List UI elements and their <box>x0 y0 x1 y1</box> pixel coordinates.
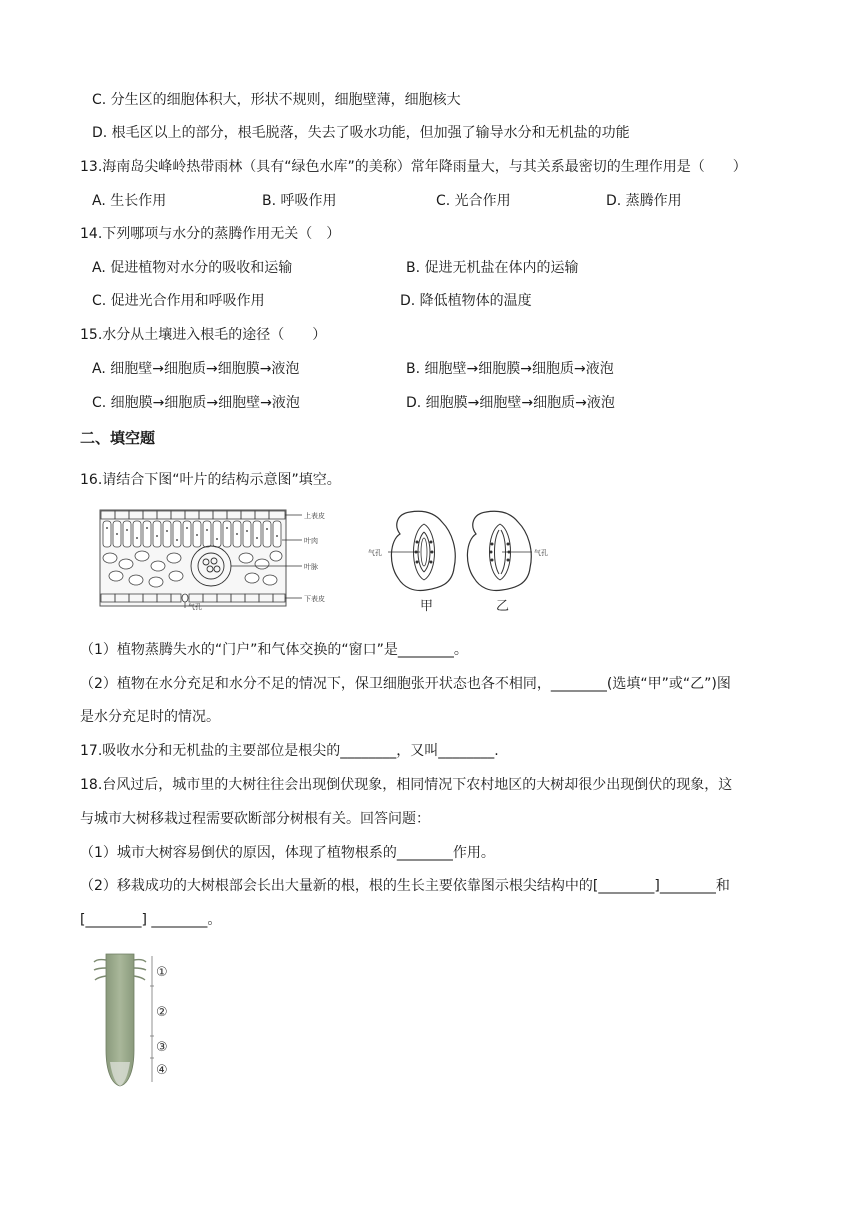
q18-part2-line1: （2）移栽成功的大树根部会长出大量新的根，根的生长主要依靠图示根尖结构中的[________]________和 <box>80 878 730 894</box>
root-marker-2: ② <box>156 1005 168 1020</box>
q15-stem: 15.水分从土壤进入根毛的途径（ ） <box>80 327 327 343</box>
q13-option-a: A. 生长作用 <box>92 193 167 209</box>
q12-option-c: C. 分生区的细胞体积大，形状不规则，细胞壁薄，细胞核大 <box>92 92 461 108</box>
q15-option-c: C. 细胞膜→细胞质→细胞壁→液泡 <box>92 395 300 411</box>
q15-option-a: A. 细胞壁→细胞质→细胞膜→液泡 <box>92 361 300 377</box>
stoma-label-right: 气孔 <box>534 549 548 557</box>
q16-part2-line1: （2）植物在水分充足和水分不足的情况下，保卫细胞张开状态也各不相同，________(选填“甲”或“乙”)图 <box>80 676 731 692</box>
stomata-figure <box>366 506 562 616</box>
q13-option-d: D. 蒸腾作用 <box>606 193 682 209</box>
q12-option-d: D. 根毛区以上的部分，根毛脱落，失去了吸水功能，但加强了输导水分和无机盐的功能 <box>92 125 630 141</box>
q14-option-d: D. 降低植物体的温度 <box>400 293 532 309</box>
q16-stem: 16.请结合下图“叶片的结构示意图”填空。 <box>80 472 341 488</box>
q15-option-b: B. 细胞壁→细胞膜→细胞质→液泡 <box>406 361 614 377</box>
label-lower-epidermis: 下表皮 <box>304 595 325 603</box>
label-stoma: 气孔 <box>188 603 202 610</box>
leaf-structure-figure <box>96 506 356 610</box>
q15-option-d: D. 细胞膜→细胞壁→细胞质→液泡 <box>406 395 615 411</box>
q13-option-c: C. 光合作用 <box>436 193 511 209</box>
q16-part1: （1）植物蒸腾失水的“门户”和气体交换的“窗口”是________。 <box>80 642 468 658</box>
q14-option-c: C. 促进光合作用和呼吸作用 <box>92 293 265 309</box>
caption-jia: 甲 <box>420 599 434 614</box>
q14-stem: 14.下列哪项与水分的蒸腾作用无关（ ） <box>80 226 341 242</box>
q14-option-a: A. 促进植物对水分的吸收和运输 <box>92 260 293 276</box>
q18-part1: （1）城市大树容易倒伏的原因，体现了植物根系的________作用。 <box>80 845 495 861</box>
label-vein: 叶脉 <box>304 563 318 571</box>
q13-option-b: B. 呼吸作用 <box>262 193 337 209</box>
q18-part2-line2: [________] ________。 <box>80 912 222 928</box>
q13-stem: 13.海南岛尖峰岭热带雨林（具有“绿色水库”的美称）常年降雨量大，与其关系最密切的生理作用是（ ） <box>80 159 747 175</box>
q14-option-b: B. 促进无机盐在体内的运输 <box>406 260 579 276</box>
q16-part2-line2: 是水分充足时的情况。 <box>80 709 220 725</box>
root-marker-4: ④ <box>156 1063 168 1078</box>
label-mesophyll: 叶肉 <box>304 537 318 545</box>
root-tip-figure <box>90 950 190 1090</box>
label-upper-epidermis: 上表皮 <box>304 512 325 520</box>
root-marker-3: ③ <box>156 1040 168 1055</box>
root-marker-1: ① <box>156 965 168 980</box>
caption-yi: 乙 <box>496 599 510 614</box>
q18-stem-line1: 18.台风过后，城市里的大树往往会出现倒伏现象，相同情况下农村地区的大树却很少出现倒伏的现象，这 <box>80 777 733 793</box>
stoma-label-left: 气孔 <box>368 549 382 557</box>
q18-stem-line2: 与城市大树移栽过程需要砍断部分树根有关。回答问题： <box>80 811 430 827</box>
section-heading-fill-in: 二、填空题 <box>80 429 156 447</box>
q17-stem: 17.吸收水分和无机盐的主要部位是根尖的________，又叫________. <box>80 743 499 759</box>
